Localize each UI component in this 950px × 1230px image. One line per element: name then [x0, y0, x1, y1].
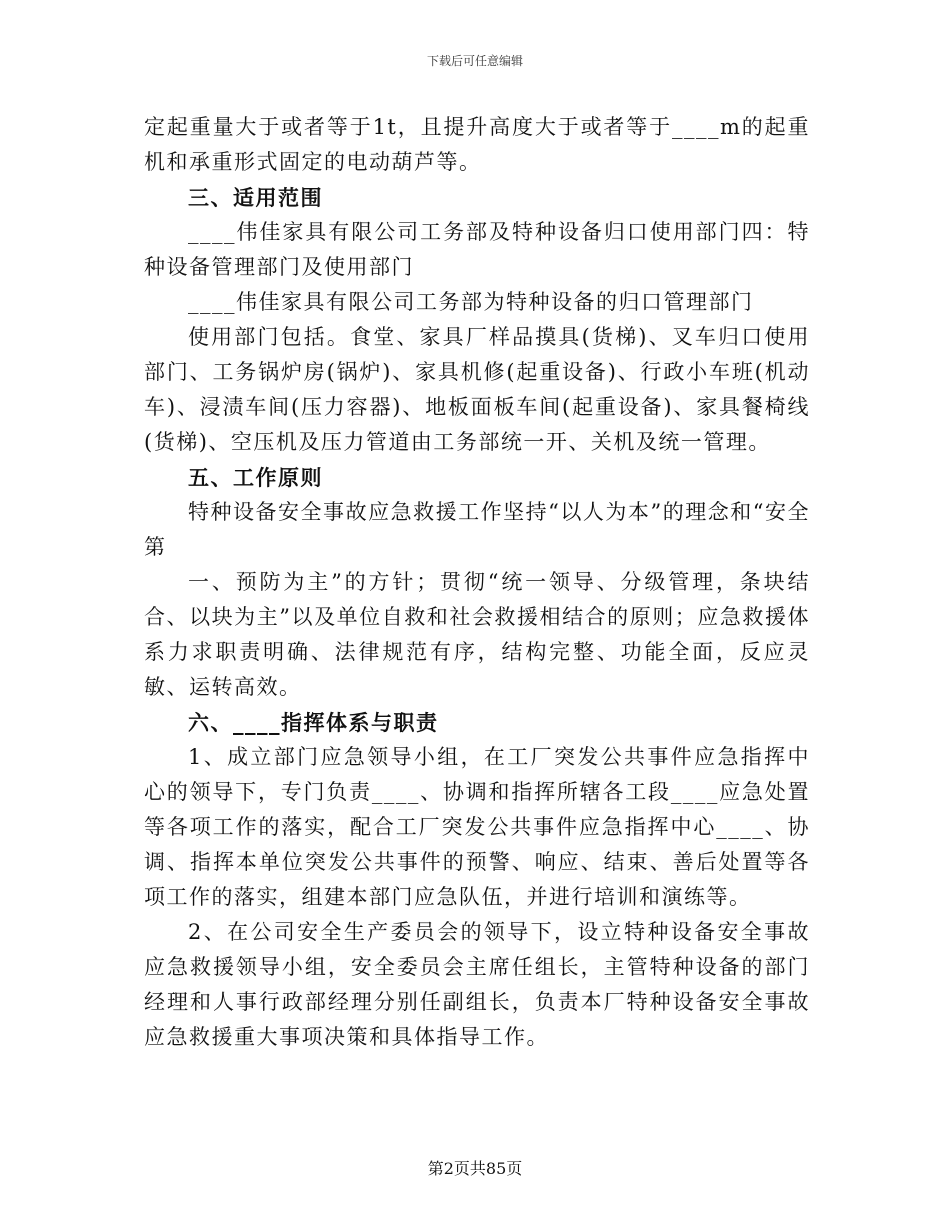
paragraph-5: 使用部门包括。食堂、家具厂样品摸具(货梯)、叉车归口使用部门、工务锅炉房(锅炉)、家具机修(起重设备)、行政小车班(机动车)、浸渍车间(压力容器)、地板面板车间(起重设备)、家具餐椅线(货梯)、空压机及压力管道由工务部统一开、关机及统一管理。 — [144, 325, 810, 454]
paragraph-4: ____伟佳家具有限公司工务部为特种设备的归口管理部门 — [188, 290, 754, 314]
paragraph-8: 一、预防为主”的方针；贯彻“统一领导、分级管理，条块结合、以块为主”以及单位自救和社会救援相结合的原则；应急救援体系力求职责明确、法律规范有序，结构完整、功能全面，反应灵敏、运转高效。 — [144, 570, 810, 699]
paragraph-1: 定起重量大于或者等于1t，且提升高度大于或者等于____m的起重机和承重形式固定的电动葫芦等。 — [144, 115, 810, 174]
document-body — [144, 110, 810, 1055]
paragraph-10: 1、成立部门应急领导小组，在工厂突发公共事件应急指挥中心的领导下，专门负责____、协调和指挥所辖各工段____应急处置等各项工作的落实，配合工厂突发公共事件应急指挥中心____、协调、指挥本单位突发公共事件的预警、响应、结束、善后处置等各项工作的落实，组建本部门应急队伍，并进行培训和演练等。 — [144, 745, 810, 909]
section-heading-command: 六、____指挥体系与职责 — [188, 710, 439, 735]
section-heading-principles: 五、工作原则 — [188, 465, 323, 490]
page-footer: 第2页共85页 — [427, 1159, 523, 1178]
paragraph-7: 特种设备安全事故应急救援工作坚持“以人为本”的理念和“安全第 — [144, 500, 810, 559]
paragraph-11: 2、在公司安全生产委员会的领导下，设立特种设备安全事故应急救援领导小组，安全委员会主席任组长，主管特种设备的部门经理和人事行政部经理分别任副组长，负责本厂特种设备安全事故应急救援重大事项决策和具体指导工作。 — [144, 920, 810, 1049]
page-header: 下载后可任意编辑 — [426, 54, 523, 68]
section-heading-scope: 三、适用范围 — [188, 185, 323, 210]
paragraph-3: ____伟佳家具有限公司工务部及特种设备归口使用部门四：特种设备管理部门及使用部门 — [144, 220, 810, 279]
